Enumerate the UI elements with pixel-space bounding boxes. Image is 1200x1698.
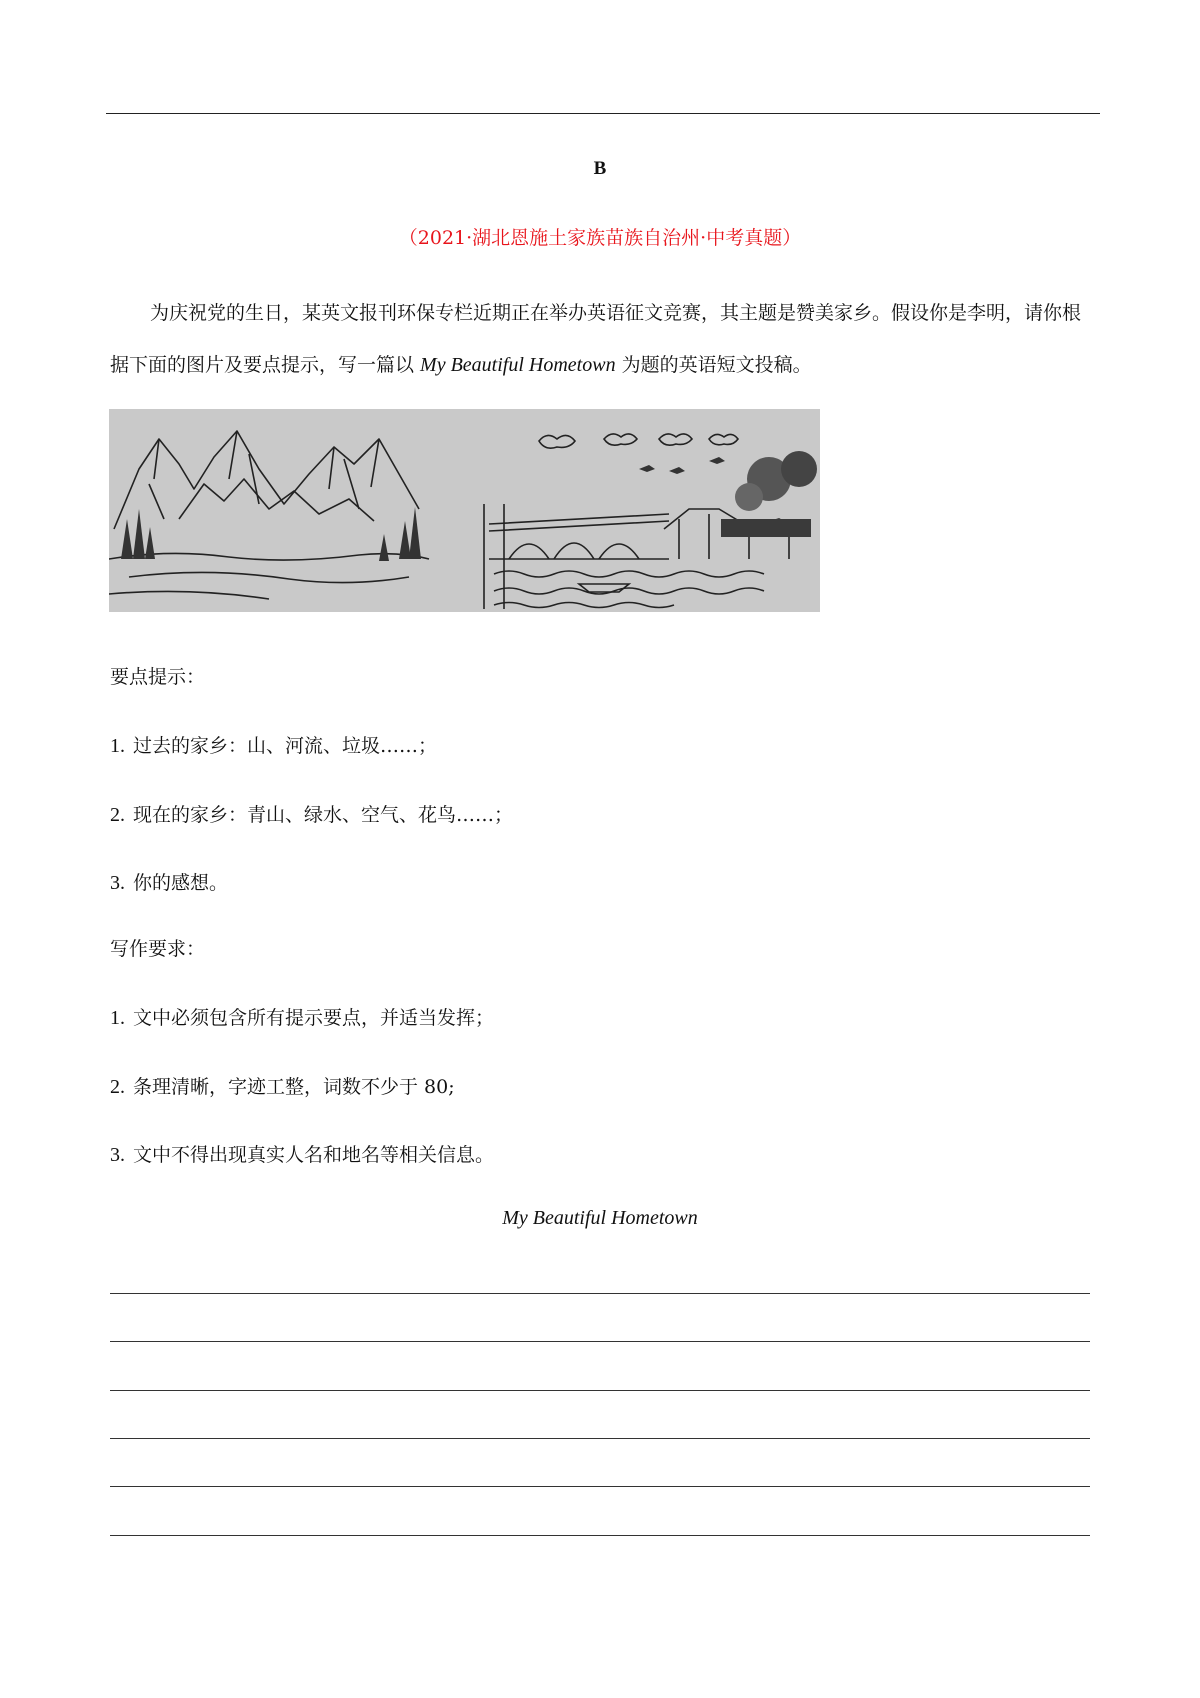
point-number: 3. — [110, 872, 125, 894]
requirement-item-2 — [110, 1072, 455, 1099]
requirement-text: 条理清晰，字迹工整，词数不少于 80; — [133, 1076, 455, 1098]
requirement-item-3 — [110, 1140, 494, 1167]
points-heading: 要点提示： — [110, 666, 206, 688]
intro-text-2: 为题的英语短文投稿。 — [615, 354, 812, 376]
point-item-2 — [110, 800, 513, 827]
essay-title: My Beautiful Hometown — [502, 1207, 698, 1229]
point-text: 过去的家乡：山、河流、垃圾……； — [133, 735, 438, 757]
requirements-heading: 写作要求： — [110, 938, 206, 960]
point-number: 1. — [110, 735, 125, 757]
requirement-item-1 — [110, 1003, 494, 1030]
hometown-illustration — [109, 409, 820, 612]
source-citation: （2021·湖北恩施土家族苗族自治州·中考真题） — [398, 227, 802, 249]
point-text: 你的感想。 — [133, 872, 229, 894]
point-text: 现在的家乡：青山、绿水、空气、花鸟……； — [133, 804, 514, 826]
intro-essay-title: My Beautiful Hometown — [420, 354, 616, 376]
writing-line — [110, 1438, 1090, 1439]
point-item-1 — [110, 731, 437, 758]
writing-line — [110, 1293, 1090, 1294]
point-number: 2. — [110, 804, 125, 826]
writing-line — [110, 1341, 1090, 1342]
writing-line — [110, 1486, 1090, 1487]
requirement-number: 2. — [110, 1076, 125, 1098]
requirement-text: 文中必须包含所有提示要点，并适当发挥； — [133, 1007, 495, 1029]
section-label: B — [593, 158, 607, 179]
header-rule — [106, 113, 1100, 114]
requirement-number: 3. — [110, 1144, 125, 1166]
intro-text-1: 为庆祝党的生日，某英文报刊环保专栏近期正在举办英语征文竞赛，其主题是赞美家乡。假设你是李明，请你根据下面的图片及要点提示，写一篇以 — [110, 302, 1082, 376]
writing-line — [110, 1390, 1090, 1391]
task-intro — [110, 287, 1090, 391]
requirement-text: 文中不得出现真实人名和地名等相关信息。 — [133, 1144, 495, 1166]
writing-line — [110, 1535, 1090, 1536]
requirement-number: 1. — [110, 1007, 125, 1029]
point-item-3 — [110, 868, 228, 895]
